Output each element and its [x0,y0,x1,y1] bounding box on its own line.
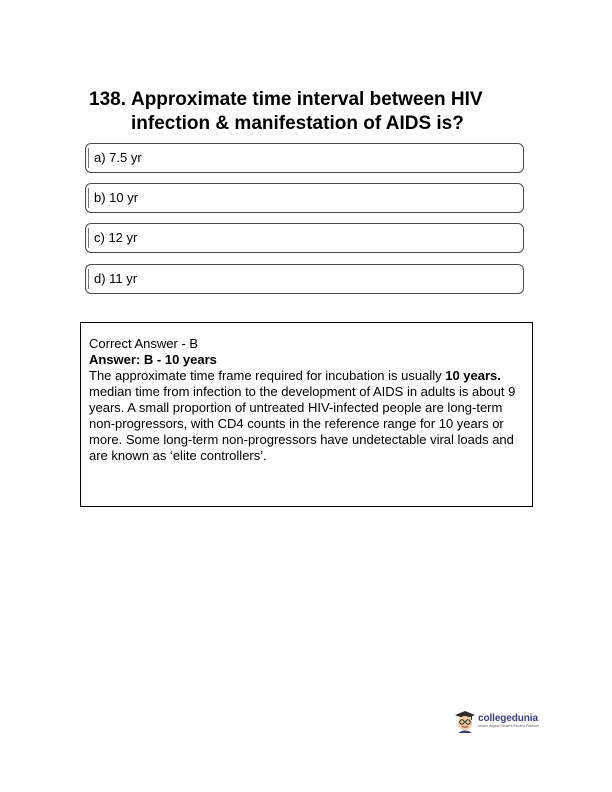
question-number: 138. [89,89,126,110]
correct-answer-line: Correct Answer - B [89,336,199,351]
explanation-bold-text: 10 years. [445,368,501,383]
option-c[interactable]: c) 12 yr [85,223,524,253]
collegedunia-logo [454,706,564,736]
option-a[interactable]: a) 7.5 yr [85,143,524,173]
answer-line: Answer: B - 10 years [89,352,217,367]
logo-tagline: India's largest Student Review Platform [478,724,539,728]
explanation-intro [89,368,524,384]
logo-text [478,713,539,729]
graduate-mascot-icon [454,709,476,733]
logo-name: collegedunia [478,713,538,724]
answer-explanation-box [80,322,533,507]
option-d[interactable]: d) 11 yr [85,264,524,294]
option-b[interactable]: b) 10 yr [85,183,524,213]
explanation-body: median time from infection to the development of AIDS in adults is about 9 years. A small proportion of untreated HIV-infected people are long-term non-progressors, with CD4 counts in the reference range for 10 years or more. Some long-term non-progressors have undetectable viral loads and are known as ‘elite controllers’. [89,384,516,463]
question-heading [89,88,529,136]
question-text: Approximate time interval between HIV infection & manifestation of AIDS is? [130,89,483,134]
explanation-start-text: The approximate time frame required for incubation is usually [89,368,446,383]
